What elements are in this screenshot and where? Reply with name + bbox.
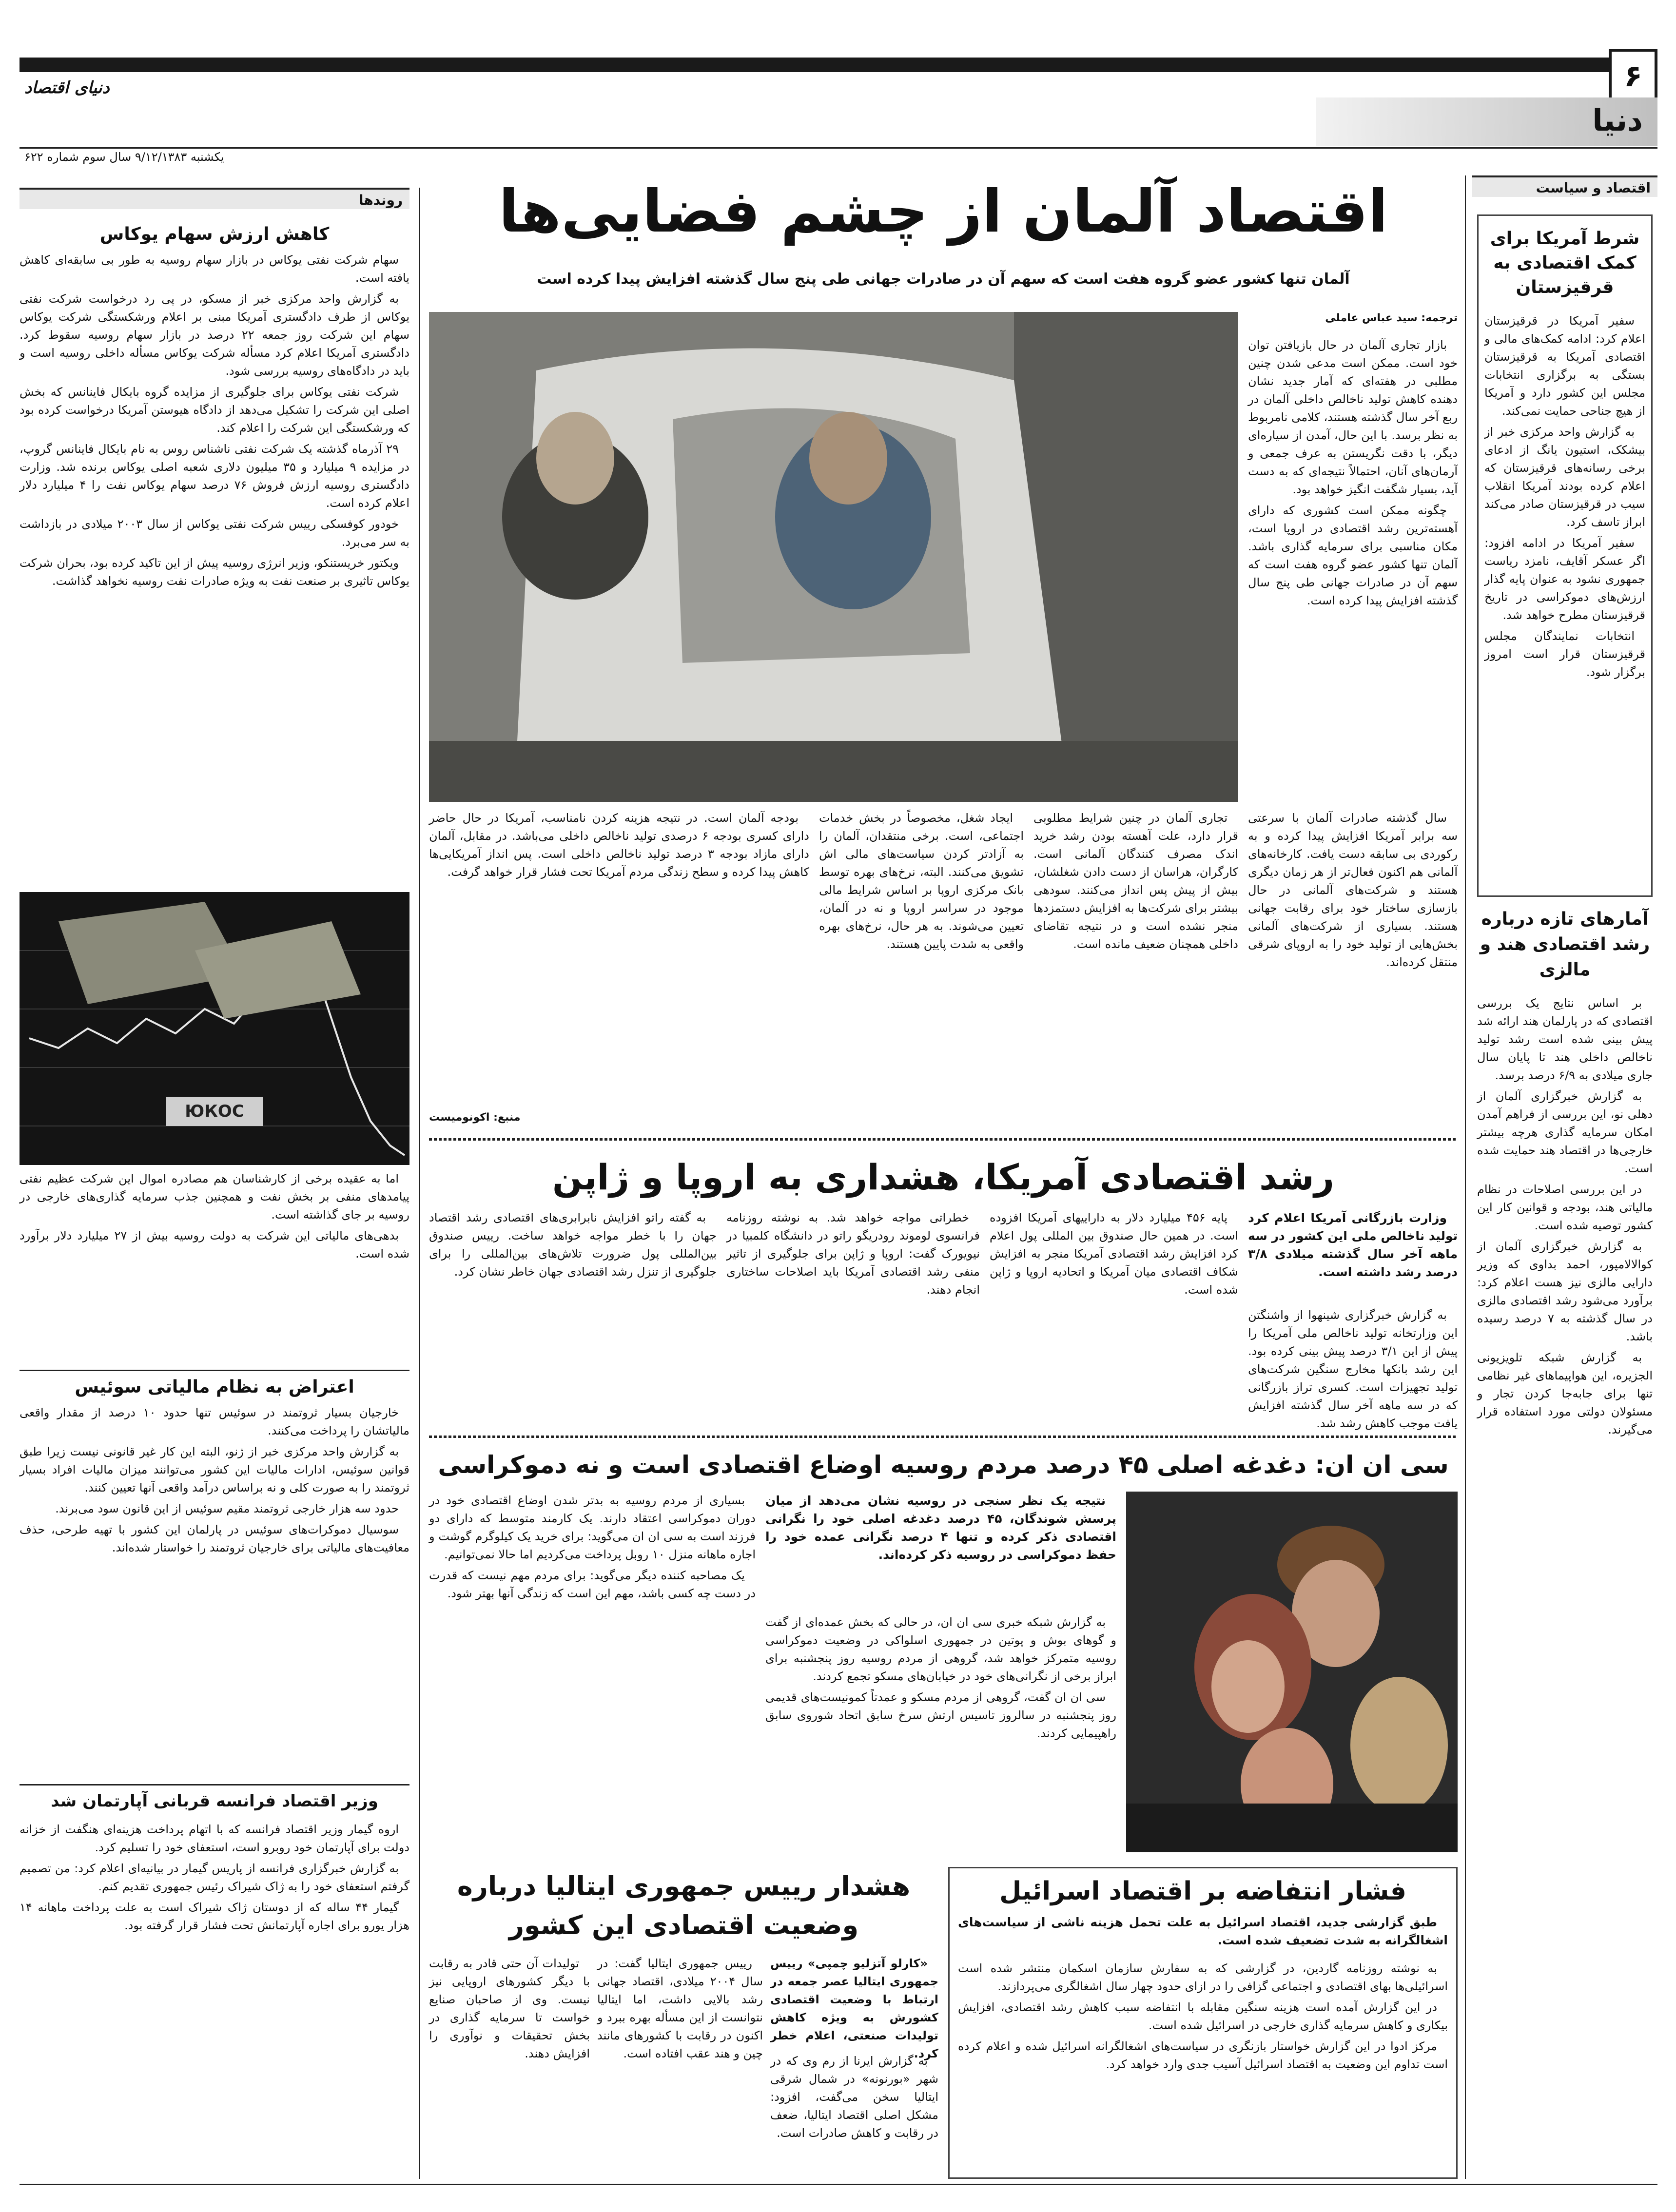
cnn-para: به گزارش شبکه خبری سی ان ان، در حالی که بخش عمده‌ای از گفت و گوهای بوش و پوتین در جمهوری اسلواکی در وضعیت دموکراسی روسیه متمرکز خواهد شد، گروهی از مردم روسیه روز پنجشنبه برای ابراز برخی از نگرانی‌های خود در خیابان‌های مسکو تجمع کردند. bbox=[765, 1615, 1116, 1683]
us-para: به گزارش خبرگزاری شینهوا از واشنگتن این وزارتخانه تولید ناخالص ملی آمریکا را پیش از این ۳/۱ درصد پیش بینی کرده بود. این رشد بانکها مخارج سنگین شرکت‌های تولید تجهیزات است. کسری تراز بازرگانی که در سه ماهه آخر سال گذشته افزایش یافت موجب کاهش رشد شد. bbox=[1248, 1308, 1458, 1430]
right-column-rule bbox=[1465, 175, 1466, 2179]
italy-col-3 bbox=[429, 1955, 590, 2176]
india-para: به گزارش خبرگزاری آلمان از دهلی نو، این بررسی از فراهم آمدن امکان سرمایه گذاری هرچه بیشتر خارجی‌ها در اقتصاد هند حمایت شده است. bbox=[1477, 1089, 1653, 1175]
main-intro-para: چگونه ممکن است کشوری که دارای آهسته‌ترین رشد اقتصادی در اروپا است، مکان مناسبی برای سرمایه گذاری باشد. آلمان تنها کشور عضو گروه هفت است که سهم آن در صادرات جهانی طی پنج سال گذشته افزایش پیدا کرده است. bbox=[1248, 504, 1458, 607]
france-para: به گزارش خبرگزاری فرانسه از پاریس گیمار در بیانیه‌ای اعلام کرد: من تصمیم گرفتم استعفای خود را به ژاک شیراک رئیس جمهوری تقدیم کنم. bbox=[19, 1862, 409, 1893]
yukos-photo bbox=[19, 892, 409, 1165]
india-body bbox=[1477, 994, 1653, 2154]
main-col-4 bbox=[429, 809, 809, 1106]
left-divider-2 bbox=[19, 1784, 409, 1785]
factory-workers-image bbox=[429, 312, 1238, 802]
israel-headline: فشار انتفاضه بر اقتصاد اسرائیل bbox=[999, 1877, 1406, 1906]
india-para: به گزارش شبکه تلویزیونی الجزیره، این هواپیماهای غیر نظامی تنها برای جابه‌جا کردن تجار و مسئولان دولتی مورد استفاده قرار می‌گیرند. bbox=[1477, 1351, 1653, 1436]
cnn-lead bbox=[765, 1492, 1116, 1609]
us-para: به گفته راتو افزایش نابرابری‌های اقتصادی رشد اقتصاد جهان را با خطر مواجه خواهد ساخت. رییس صندوق بین‌المللی پول ضرورت تلاش‌های بین‌المللی را برای جلوگیری از تنزل رشد اقتصادی جهان خاطر نشان کرد. bbox=[429, 1211, 717, 1279]
swiss-body bbox=[19, 1404, 409, 1779]
masthead-logo: دنیای اقتصاد bbox=[24, 78, 110, 97]
italy-lead-text: «کارلو آتزلیو چمپی» رییس جمهوری ایتالیا عصر جمعه در ارتباط با وضعیت اقتصادی کشورش به ویژه کاهش تولیدات صنعتی، اعلام خطر کرد. bbox=[770, 1957, 938, 2060]
main-col-para: تجاری آلمان در چنین شرایط مطلوبی قرار دارد، علت آهسته بودن رشد خرید اندک مصرف کنندگان آلمانی است. کارگران، هراسان از دست دادن شغلشان، بیش از پیش پس انداز می‌کنند. سودهی بیشتر برای شرکت‌ها به افزایش دستمزدها منجر نشده است و در نتیجه تقاضای داخلی همچنان ضعیف مانده است. bbox=[1033, 811, 1238, 951]
us-bottom-rule bbox=[429, 1436, 1458, 1438]
section-banner bbox=[1316, 97, 1657, 146]
yukos-para: اما به عقیده برخی از کارشناسان هم مصادره اموال این شرکت عظیم نفتی پیامدهای منفی بر بخش نفت و همچنین جذب سرمایه گذاری‌های خارجی در روسیه بر جای گذاشته است. bbox=[19, 1172, 409, 1222]
swiss-title: اعتراض به نظام مالیاتی سوئیس bbox=[75, 1377, 354, 1397]
india-para: در این بررسی اصلاحات در نظام مالیاتی هند، بودجه و قوانین کار این کشور توصیه شده است. bbox=[1477, 1183, 1653, 1232]
cnn-photo bbox=[1126, 1492, 1458, 1852]
us-para: خطراتی مواجه خواهد شد. به نوشته روزنامه فرانسوی لوموند رودریگو راتو در دانشگاه کلمبیا در نیویورک گفت: اروپا و ژاپن برای جلوگیری از تاثیر منفی رشد اقتصادی آمریکا باید اصلاحات ساختاری انجام دهند. bbox=[726, 1211, 980, 1297]
yukos-para: به گزارش واحد مرکزی خبر از مسکو، در پی رد درخواست شرکت نفتی یوکاس از طرف دادگستری آمریکا مبنی بر اعلام ورشکستگی شرکت یوکاس سهام این شرکت روز جمعه ۲۲ درصد در بازار سهام روسیه سقوط کرد. دادگستری آمریکا اعلام کرد مسأله شرکت یوکاس مسأله داخلی روسیه است و باید در دادگاه‌های روسیه بررسی شود. bbox=[19, 292, 410, 378]
left-divider-1 bbox=[19, 1370, 409, 1371]
italy-para: تولیدات آن حتی قادر به رقابت با دیگر کشورهای اروپایی نیز نیست. وی از صاحبان صنایع خواست تا سرمایه گذاری در بخش تحقیقات و نوآوری را افزایش دهند. bbox=[429, 1957, 590, 2060]
left-section-label: روندها bbox=[19, 188, 409, 209]
yukos-para: بدهی‌های مالیاتی این شرکت به دولت روسیه بیش از ۲۷ میلیارد دلار برآورد شده است. bbox=[19, 1229, 409, 1261]
right-section-label: اقتصاد و سیاست bbox=[1472, 175, 1657, 197]
main-photo bbox=[429, 312, 1238, 802]
cnn-col-2 bbox=[429, 1492, 756, 1852]
swiss-para: سوسیال دموکرات‌های سوئیس در پارلمان این کشور با تهیه طرحی، حذف معافیت‌های مالیاتی برای خارجیان ثروتمند را خواستار شده‌اند. bbox=[19, 1523, 409, 1554]
israel-para: مرکز ادوا در این گزارش خواستار بازنگری در سیاست‌های اشغالگرانه اسرائیل شده و اعلام کرده است تداوم این وضعیت به اقتصاد اسرائیل آسیب جدی وارد خواهد کرد. bbox=[958, 2039, 1448, 2071]
left-column-rule bbox=[419, 188, 420, 2179]
kyrgyz-para: به گزارش واحد مرکزی خبر از بیشکک، استیون یانگ از ادعای برخی رسانه‌های قرقیزستان که اعلام کرده بودند آمریکا انقلاب سیب در قرقیزستان صادر می‌کند ابراز تاسف کرد. bbox=[1484, 425, 1645, 529]
main-byline: ترجمه: سید عباس عاملی bbox=[1325, 312, 1458, 324]
france-para: اروه گیمار وزیر اقتصاد فرانسه که با اتهام پرداخت هزینه‌ای هنگفت از خزانه دولت برای آپارتمان خود روبرو است، استعفای خود را تسلیم کرد. bbox=[19, 1823, 409, 1854]
header-divider bbox=[19, 147, 1657, 149]
us-col-4 bbox=[429, 1209, 717, 1428]
italy-col-1 bbox=[770, 2052, 938, 2176]
page-number-tab bbox=[1609, 49, 1657, 102]
cnn-lead-text: نتیجه یک نظر سنجی در روسیه نشان می‌دهد از میان پرسش شوندگان، ۴۵ درصد دغدغه اصلی خود را نگرانی اقتصادی ذکر کرده و تنها ۴ درصد نگرانی عمده خود را حفظ دموکراسی در روسیه ذکر کرده‌اند. bbox=[765, 1494, 1116, 1562]
israel-lead-text: طبق گزارشی جدید، اقتصاد اسرائیل به علت تحمل هزینه ناشی از سیاست‌های اشغالگرانه به شدت تضعیف شده است. bbox=[958, 1915, 1448, 1947]
main-intro-para: بازار تجاری آلمان در حال بازیافتن توان خود است. ممکن است مدعی شدن چنین مطلبی در هفته‌ای که آمار جدید نشان دهنده کاهش تولید ناخالص داخلی آلمان در ربع آخر سال گذشته هستند، کلامی نامربوط به نظر برسد. با این حال، آمدن از سیاره‌ای دیگر، با دقت نگریستن به عرف جمعی و آرمان‌های آنان، احتمالاً نتیجه‌ای که به دست آید، بسیار شگفت انگیز خواهد بود. bbox=[1248, 338, 1458, 496]
us-lead bbox=[1248, 1209, 1458, 1301]
italy-col-2 bbox=[597, 1955, 763, 2176]
kyrgyz-para: سفیر آمریکا در قرقیزستان اعلام کرد: ادامه کمک‌های مالی و اقتصادی آمریکا به قرقیزستان بستگی به برگزاری انتخابات مجلس این کشور دارد و آمریکا از هیچ جناحی حمایت نمی‌کند. bbox=[1484, 314, 1645, 418]
us-headline: رشد اقتصادی آمریکا، هشداری به اروپا و ژاپن bbox=[552, 1157, 1335, 1198]
main-intro bbox=[1248, 336, 1458, 804]
cnn-para: سی ان ان گفت، گروهی از مردم مسکو و عمدتاً کمونیست‌های قدیمی روز پنجشنبه در سالروز تاسیس ارتش سرخ سابق اتحاد شوروی سابق راهپیمایی کردند. bbox=[765, 1690, 1116, 1740]
kyrgyz-para: سفیر آمریکا در ادامه افزود: اگر عسکر آقایف، نامزد ریاست جمهوری نشود به عنوان پایه گذار ارزش‌های دموکراسی در تاریخ قرقیزستان مطرح خواهد شد. bbox=[1484, 536, 1645, 622]
swiss-para: حدود سه هزار خارجی ثروتمند مقیم سوئیس از این قانون سود می‌برند. bbox=[55, 1502, 399, 1515]
cnn-para: یک مصاحبه کننده دیگر می‌گوید: برای مردم مهم نیست که قدرت در دست چه کسی باشد، مهم این است که زندگی آنها بهتر شود. bbox=[429, 1569, 756, 1600]
italy-para: رییس جمهوری ایتالیا گفت: در سال ۲۰۰۴ میلادی، اقتصاد جهانی رشد بالایی داشت، اما ایتالیا نتوانست از این مسأله بهره ببرد و اکنون در رقابت با کشورهای مانند چین و هند عقب افتاده است. bbox=[597, 1957, 763, 2060]
yukos-para: خودور کوفسکی رییس شرکت نفتی یوکاس از سال ۲۰۰۳ میلادی در بازداشت به سر می‌برد. bbox=[19, 517, 409, 549]
israel-body bbox=[958, 1960, 1448, 2174]
israel-para: در این گزارش آمده است هزینه سنگین مقابله با انتفاضه سبب کاهش رشد اقتصادی، افزایش بیکاری و کاهش سرمایه گذاری خارجی در اسرائیل شده است. bbox=[958, 2000, 1448, 2032]
yukos-para: ویکتور خریستنکو، وزیر انرژی روسیه پیش از این تاکید کرده بود، بحران شرکت یوکاس تاثیری بر صنعت نفت به ویژه صادرات نفت روسیه نخواهد گذاشت. bbox=[19, 556, 409, 588]
italy-lead bbox=[770, 1955, 938, 2060]
kyrgyz-para: انتخابات نمایندگان مجلس قرقیزستان قرار است امروز برگزار شود. bbox=[1484, 629, 1645, 679]
main-col-para: بودجه آلمان است. در نتیجه هزینه کردن نامناسب، آمریکا در حال حاضر دارای کسری بودجه ۶ درصدی تولید ناخالص داخلی می‌باشد. در مقابل، آلمان دارای مازاد بودجه ۳ درصد تولید ناخالص داخلی است. پس انداز آمریکایی‌ها کاهش پیدا کرده و سطح زندگی مردم آمریکا تحت فشار قرار خواهد گرفت. bbox=[429, 811, 809, 879]
yukos-para: شرکت نفتی یوکاس برای جلوگیری از مزایده گروه بایکال فاینانس که بخش اصلی این شرکت را تشکیل می‌دهد از دادگاه هیوستن آمریکا درخواست کرده بود که ورشکستگی این شرکت را اعلام کند. bbox=[19, 385, 409, 435]
section-title: دنیا bbox=[1592, 102, 1643, 138]
yukos-title: کاهش ارزش سهام یوکاس bbox=[99, 224, 330, 244]
yukos-logo-text: ЮКОС bbox=[185, 1102, 244, 1121]
issue-info: یکشنبه ۹/۱۲/۱۳۸۳ سال سوم شماره ۶۲۲ bbox=[24, 150, 224, 164]
main-col-3 bbox=[819, 809, 1024, 1131]
main-bottom-rule bbox=[429, 1138, 1458, 1141]
us-col-2 bbox=[990, 1209, 1238, 1428]
us-para: پایه ۴۵۶ میلیارد دلار به داراییهای آمریکا افزوده است. در همین حال صندوق بین المللی پول اعلام کرد افزایش رشد اقتصادی آمریکا منجر به افزایش شکاف اقتصادی میان آمریکا و اتحادیه اروپا و ژاپن شده است. bbox=[990, 1211, 1238, 1297]
india-title: آمارهای تازه درباره رشد اقتصادی هند و مالزی bbox=[1480, 909, 1650, 980]
swiss-para: به گزارش واحد مرکزی خبر از ژنو، البته این کار غیر قانونی نیست زیرا طبق قوانین سوئیس، ادارات مالیات این کشور می‌توانند میزان مالیات افراد بسیار ثروتمند را به صورت کلی و نه براساس درآمد واقعی آنها تعیین کنند. bbox=[19, 1445, 409, 1494]
france-title: وزیر اقتصاد فرانسه قربانی آپارتمان شد bbox=[51, 1791, 378, 1811]
page-number: ۶ bbox=[1624, 58, 1642, 94]
kyrgyz-body bbox=[1484, 312, 1645, 887]
italy-para: به گزارش ایرنا از رم وی که در شهر «بورنونه» در شمال شرقی ایتالیا سخن می‌گفت، افزود: مشکل اصلی اقتصاد ایتالیا، ضعف در رقابت و کاهش صادرات است. bbox=[770, 2054, 938, 2140]
india-para: بر اساس نتایج یک بررسی اقتصادی که در پارلمان هند ارائه شد پیش بینی شده است رشد تولید ناخالص داخلی هند تا پایان سال جاری میلادی به ۶/۹ درصد برسد. bbox=[1477, 996, 1653, 1082]
page-bottom-rule bbox=[19, 2184, 1657, 2185]
cnn-col-1 bbox=[765, 1613, 1116, 1852]
israel-lead bbox=[958, 1913, 1448, 1957]
italy-headline: هشدار رییس جمهوری ایتالیا درباره وضعیت اقتصادی این کشور bbox=[457, 1871, 911, 1940]
stock-chart-graphic bbox=[19, 892, 409, 1165]
main-col-para: سال گذشته صادرات آلمان با سرعتی سه برابر آمریکا افزایش پیدا کرده و به رکوردی بی سابقه دست یافت. کارخانه‌های آلمانی هم اکنون فعال‌تر از هر زمان دیگری هستند و شرکت‌های آلمانی در حال بازسازی ساختار خود برای رقابت جهانی هستند. بسیاری از شرکت‌های آلمانی بخش‌هایی از تولید خود را به اروپای شرقی منتقل کرده‌اند. bbox=[1248, 811, 1458, 969]
yukos-para: ۲۹ آذرماه گذشته یک شرکت نفتی ناشناس روس به نام بایکال فاینانس گروپ، در مزایده ۹ میلیارد و ۳۵ میلیون دلاری شعبه اصلی یوکاس برنده شد. وزارت دادگستری روسیه ارزش فروش ۷۶ درصد سهام یوکاس نفت را ۴ میلیارد دلار اعلام کرده است. bbox=[19, 442, 409, 510]
main-col-para: ایجاد شغل، مخصوصاً در بخش خدمات اجتماعی، است. برخی منتقدان، آلمان را به آزادتر کردن سیاست‌های مالی اش تشویق می‌کنند. البته، نرخ‌های بهره توسط بانک مرکزی اروپا بر اساس شرایط مالی موجود در سراسر اروپا و نه در آلمان، تعیین می‌شوند. به هر حال، نرخ‌های بهره واقعی به شدت پایین هستند. bbox=[819, 811, 1024, 951]
israel-para: به نوشته روزنامه گاردین، در گزارشی که به سفارش سازمان اسکمان منتشر شده است اسرائیلی‌ها بهای اقتصادی و اجتماعی گزافی را در ازای حدود چهار سال اشغالگری می‌پردازند. bbox=[958, 1961, 1448, 1993]
russian-crowd-image bbox=[1126, 1492, 1458, 1852]
masthead-bar bbox=[19, 58, 1628, 72]
cnn-para: بسیاری از مردم روسیه به بدتر شدن اوضاع اقتصادی خود در دوران دموکراسی اعتقاد دارند. یک کارمند متوسط که دارای دو فرزند است به سی ان ان می‌گوید: برای خرید یک کیلوگرم گوشت و اجاره ماهانه منزل ۱۰ روبل پرداخت می‌کردیم اما حالا نمی‌توانیم. bbox=[429, 1494, 756, 1561]
france-para: گیمار ۴۴ ساله که از دوستان ژاک شیراک است به علت پرداخت ماهانه ۱۴ هزار یورو برای اجاره آپارتمانش تحت فشار قرار گرفته بود. bbox=[19, 1901, 409, 1932]
kyrgyz-title: شرط آمریکا برای کمک اقتصادی به قرقیزستان bbox=[1490, 229, 1640, 297]
india-para: به گزارش خبرگزاری آلمان از کوالالامپور، احمد بداوی که وزیر دارایی مالزی نیز هست اعلام کرد: برآورد می‌شود رشد اقتصادی مالزی در سال گذشته به ۷ درصد رسیده باشد. bbox=[1477, 1240, 1653, 1343]
yukos-body bbox=[19, 251, 409, 885]
main-subtitle: آلمان تنها کشور عضو گروه هفت است که سهم آن در صادرات جهانی طی پنج سال گذشته افزایش پیدا کرده است bbox=[537, 271, 1350, 288]
yukos-para: سهام شرکت نفتی یوکاس در بازار سهام روسیه به طور بی سابقه‌ای کاهش یافته است. bbox=[19, 253, 409, 285]
cnn-headline: سی ان ان: دغدغه اصلی ۴۵ درصد مردم روسیه اوضاع اقتصادی است و نه دموکراسی bbox=[438, 1451, 1449, 1479]
us-lead-text: وزارت بازرگانی آمریکا اعلام کرد تولید ناخالص ملی این کشور در سه ماهه آخر سال گذشته میلادی ۳/۸ درصد رشد داشته است. bbox=[1248, 1211, 1458, 1279]
us-col-1 bbox=[1248, 1306, 1458, 1428]
yukos-body-continued bbox=[19, 1170, 409, 1360]
france-body bbox=[19, 1821, 409, 2162]
main-headline: اقتصاد آلمان از چشم فضایی‌ها bbox=[498, 178, 1388, 246]
main-col-2 bbox=[1033, 809, 1238, 1131]
main-col-1 bbox=[1248, 809, 1458, 1131]
us-col-3 bbox=[726, 1209, 980, 1428]
main-source: منبع: اکونومیست bbox=[429, 1111, 521, 1124]
swiss-para: خارجیان بسیار ثروتمند در سوئیس تنها حدود ۱۰ درصد از مقدار واقعی مالیاتشان را پرداخت می‌کنند. bbox=[19, 1406, 409, 1437]
